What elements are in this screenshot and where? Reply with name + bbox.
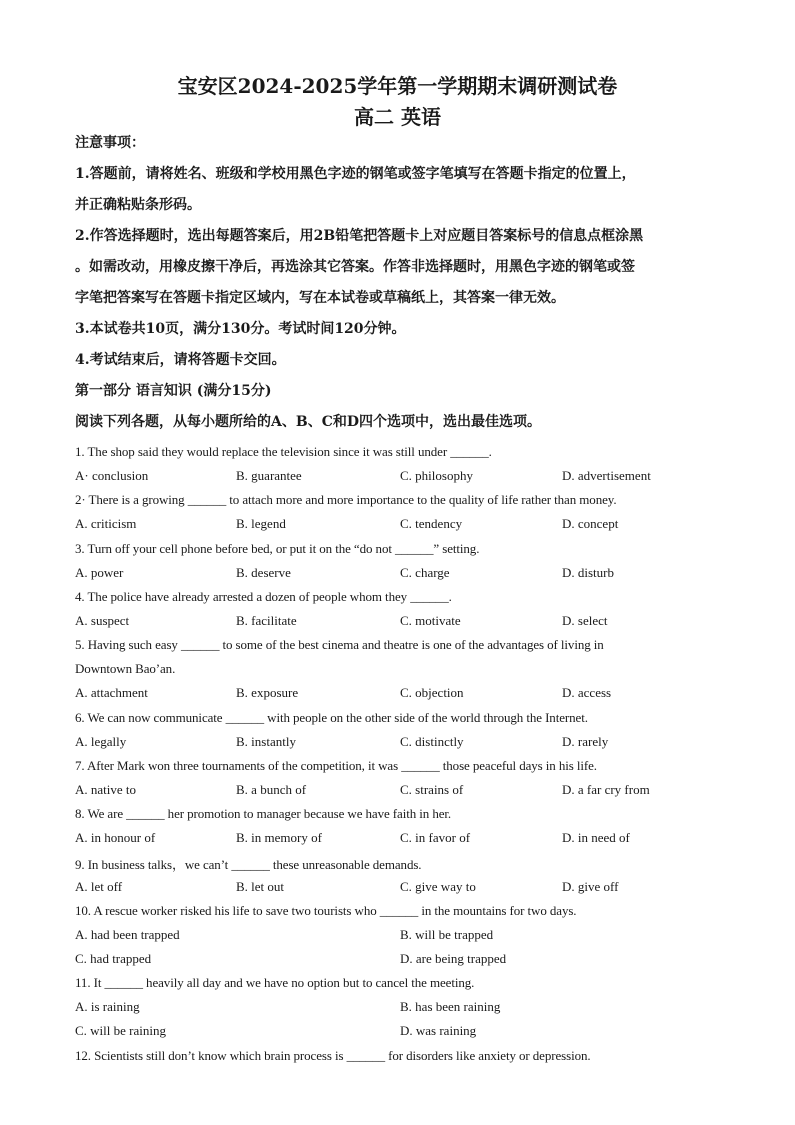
question-6-option-a: A. legally [75, 734, 127, 749]
question-4-option-c: C. motivate [400, 613, 461, 628]
note-3: 3.本试卷共10页，满分130分。考试时间120分钟。 [75, 321, 406, 337]
question-10-option-b: B. will be trapped [400, 927, 494, 942]
question-6-stem: 6. We can now communicate ______ with people on the other side of the world through the Internet. [75, 710, 588, 725]
question-9-option-b: B. let out [236, 879, 285, 894]
note-4: 4.考试结束后，请将答题卡交回。 [75, 352, 286, 368]
question-11-option-b: B. has been raining [400, 999, 501, 1014]
question-1-option-b: B. guarantee [236, 468, 302, 483]
question-10-option-a: A. had been trapped [75, 927, 180, 942]
question-4-stem: 4. The police have already arrested a dozen of people whom they ______. [75, 589, 452, 604]
question-2-option-d: D. concept [562, 516, 619, 531]
question-3-option-d: D. disturb [562, 565, 614, 580]
question-9-stem: 9. In business talks，we can’t ______ these unreasonable demands. [75, 857, 422, 872]
question-4-option-d: D. select [562, 613, 608, 628]
question-3-stem: 3. Turn off your cell phone before bed, or put it on the “do not ______” setting. [75, 541, 480, 556]
question-2-stem: 2· There is a growing ______ to attach more and more importance to the quality of life rather than money. [75, 492, 617, 507]
note-2b: 。如需改动，用橡皮擦干净后，再选涂其它答案。作答非选择题时，用黑色字迹的钢笔或签 [75, 259, 635, 275]
question-1-option-a: A· conclusion [75, 468, 149, 483]
question-7-option-d: D. a far cry from [562, 782, 650, 797]
section-part: 第一部分 语言知识 (满分15分) [75, 383, 272, 399]
question-1-stem: 1. The shop said they would replace the television since it was still under ______. [75, 444, 492, 459]
question-5-option-a: A. attachment [75, 685, 148, 700]
question-7-option-b: B. a bunch of [236, 782, 307, 797]
note-1a: 1.答题前，请将姓名、班级和学校用黑色字迹的钢笔或签字笔填写在答题卡指定的位置上， [75, 166, 636, 182]
question-1-option-c: C. philosophy [400, 468, 473, 483]
question-6-option-b: B. instantly [236, 734, 296, 749]
note-2c: 字笔把答案写在答题卡指定区域内，写在本试卷或草稿纸上，其答案一律无效。 [75, 290, 565, 306]
question-8-option-d: D. in need of [562, 830, 630, 845]
question-11-option-c: C. will be raining [75, 1023, 166, 1038]
question-3-option-b: B. deserve [236, 565, 291, 580]
exam-subtitle: 高二 英语 [354, 105, 441, 129]
section-instruction: 阅读下列各题，从每小题所给的A、B、C和D四个选项中，选出最佳选项。 [75, 414, 541, 430]
question-6-option-c: C. distinctly [400, 734, 464, 749]
question-6-option-d: D. rarely [562, 734, 609, 749]
question-5-stem: 5. Having such easy ______ to some of the best cinema and theatre is one of the advantages of living in [75, 637, 604, 652]
question-8-option-c: C. in favor of [400, 830, 471, 845]
question-5-stem-continued: Downtown Bao’an. [75, 661, 176, 676]
question-10-option-d: D. are being trapped [400, 951, 507, 966]
question-8-stem: 8. We are ______ her promotion to manager because we have faith in her. [75, 806, 452, 821]
question-5-option-b: B. exposure [236, 685, 299, 700]
question-10-option-c: C. had trapped [75, 951, 152, 966]
note-2a: 2.作答选择题时，选出每题答案后，用2B铅笔把答题卡上对应题目答案标号的信息点框涂黑 [75, 228, 644, 244]
question-7-option-c: C. strains of [400, 782, 464, 797]
question-9-option-d: D. give off [562, 879, 619, 894]
question-4-option-a: A. suspect [75, 613, 130, 628]
question-2-option-a: A. criticism [75, 516, 137, 531]
question-8-option-b: B. in memory of [236, 830, 322, 845]
question-2-option-b: B. legend [236, 516, 286, 531]
question-7-stem: 7. After Mark won three tournaments of the competition, it was ______ those peaceful days in his life. [75, 758, 597, 773]
question-9-option-a: A. let off [75, 879, 123, 894]
question-12-stem: 12. Scientists still don’t know which brain process is ______ for disorders like anxiety or depression. [75, 1048, 591, 1063]
question-3-option-a: A. power [75, 565, 124, 580]
notes-heading: 注意事项： [75, 135, 145, 151]
question-7-option-a: A. native to [75, 782, 137, 797]
question-10-stem: 10. A rescue worker risked his life to save two tourists who ______ in the mountains for two days. [75, 903, 577, 918]
question-1-option-d: D. advertisement [562, 468, 651, 483]
question-9-option-c: C. give way to [400, 879, 476, 894]
question-4-option-b: B. facilitate [236, 613, 297, 628]
exam-title: 宝安区2024-2025学年第一学期期末调研测试卷 [177, 74, 618, 98]
question-11-stem: 11. It ______ heavily all day and we have no option but to cancel the meeting. [75, 975, 475, 990]
question-5-option-d: D. access [562, 685, 612, 700]
note-1b: 并正确粘贴条形码。 [75, 197, 201, 213]
question-11-option-d: D. was raining [400, 1023, 477, 1038]
question-5-option-c: C. objection [400, 685, 464, 700]
question-11-option-a: A. is raining [75, 999, 140, 1014]
question-3-option-c: C. charge [400, 565, 450, 580]
question-8-option-a: A. in honour of [75, 830, 156, 845]
question-2-option-c: C. tendency [400, 516, 463, 531]
